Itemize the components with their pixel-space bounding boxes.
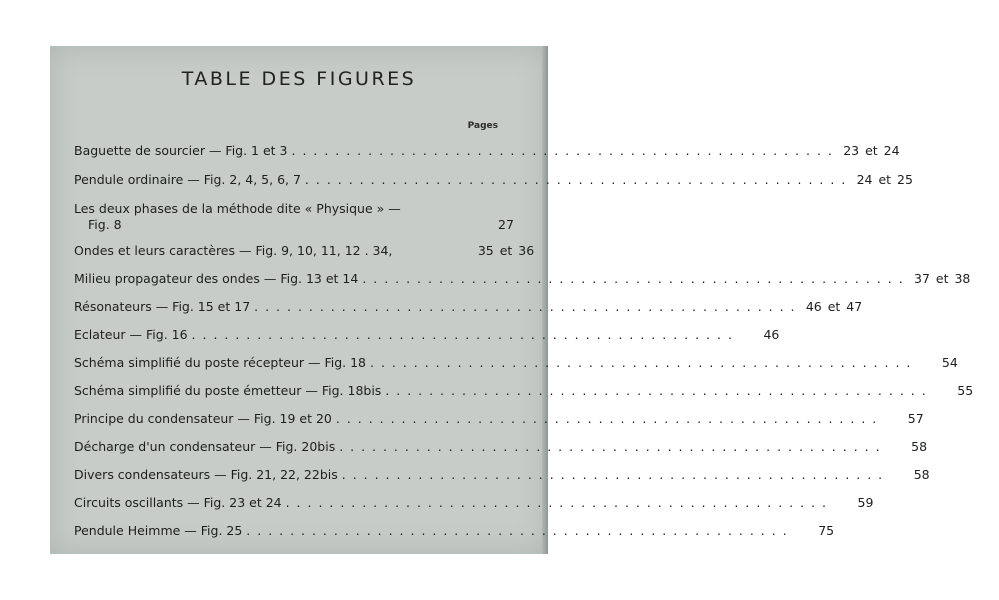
toc-entry [74,327,780,343]
dot-leader: . . . . . . . . . . . . . . . . . . . . . . . . . . . . . . . . . . . . . . . . . . . . . . . . . . [370,355,912,370]
toc-entry [74,467,930,483]
entry-label: Eclateur — Fig. 16 [74,327,188,342]
toc-entry [74,383,974,399]
entry-pages: 55 [957,383,974,398]
entry-label: Baguette de sourcier — Fig. 1 et 3 [74,143,288,158]
toc-entry [74,201,540,233]
dot-leader: . . . . . . . . . . . . . . . . . . . . . . . . . . . . . . . . . . . . . . . . . . . . . . . . . . [291,143,834,158]
entry-pages: 59 [857,495,874,510]
entry-pages: 58 [913,467,930,482]
entry-label: Schéma simplifié du poste émetteur — Fig. 18bis [74,383,382,398]
entry-label: Circuits oscillants — Fig. 23 et 24 [74,495,282,510]
entry-pages: 23 et 24 [843,143,900,158]
entry-label: Schéma simplifié du poste récepteur — Fig. 18 [74,355,366,370]
entry-label: Ondes et leurs caractères — Fig. 9, 10, 11, 12 . 34, [74,243,393,258]
entry-label: Les deux phases de la méthode dite « Physique » — [74,201,401,216]
entry-pages: 54 [941,355,958,370]
book-page [50,46,974,554]
dot-leader: . . . . . . . . . . . . . . . . . . . . . . . . . . . . . . . . . . . . . . . . . . . . . . . . . . [191,327,734,342]
entry-pages: 75 [818,523,835,538]
toc-entry [74,143,900,159]
entry-label: Décharge d'un condensateur — Fig. 20bis [74,439,336,454]
dot-leader: . . . . . . . . . . . . . . . . . . . . . . . . . . . . . . . . . . . . . . . . . . . . . . . . . . [246,523,789,538]
toc-entry [74,299,863,315]
entry-pages: 24 et 25 [856,172,913,187]
entry-label-continued: Fig. 8 [88,217,122,232]
dot-leader: . . . . . . . . . . . . . . . . . . . . . . . . . . . . . . . . . . . . . . . . . . . . . . . . . . [285,495,828,510]
page-title: TABLE DES FIGURES [181,68,417,90]
entry-pages: 46 [763,327,780,342]
entry-pages: 46 et 47 [805,299,863,314]
dot-leader: . . . . . . . . . . . . . . . . . . . . . . . . . . . . . . . . . . . . . . . . . . . . . . . . . . [335,411,878,426]
toc-entry [74,172,913,188]
dot-leader: . . . . . . . . . . . . . . . . . . . . . . . . . . . . . . . . . . . . . . . . . . . . . . . . . . [304,172,847,187]
entry-pages: 35 et 36 [477,243,535,258]
pages-column-header: Pages [467,121,498,131]
dot-leader: . . . . . . . . . . . . . . . . . . . . . . . . . . . . . . . . . . . . . . . . . . . . . . . . . . [339,439,882,454]
entry-label: Milieu propagateur des ondes — Fig. 13 et 14 [74,271,359,286]
toc-entry [74,439,928,455]
entry-pages: 57 [907,411,924,426]
toc-entry [74,243,540,259]
dot-leader: . . . . . . . . . . . . . . . . . . . . . . . . . . . . . . . . . . . . . . . . . . . . . . . . . . [341,467,884,482]
entry-pages: 27 [498,217,514,232]
entry-label: Pendule ordinaire — Fig. 2, 4, 5, 6, 7 [74,172,301,187]
dot-leader: . . . . . . . . . . . . . . . . . . . . . . . . . . . . . . . . . . . . . . . . . . . . . . . . . . [254,299,797,314]
toc-entry [74,495,874,511]
entry-label: Principe du condensateur — Fig. 19 et 20 [74,411,332,426]
dot-leader: . . . . . . . . . . . . . . . . . . . . . . . . . . . . . . . . . . . . . . . . . . . . . . . . . . [385,383,928,398]
entry-label: Divers condensateurs — Fig. 21, 22, 22bis [74,467,338,482]
entry-pages: 58 [911,439,928,454]
entry-label: Résonateurs — Fig. 15 et 17 [74,299,251,314]
entry-label: Pendule Heimme — Fig. 25 [74,523,243,538]
toc-entry [74,523,835,539]
toc-entry [74,355,958,371]
toc-entry [74,411,924,427]
toc-entry [74,271,971,287]
entry-pages: 37 et 38 [914,271,971,286]
dot-leader: . . . . . . . . . . . . . . . . . . . . . . . . . . . . . . . . . . . . . . . . . . . . . . . . . . [362,271,905,286]
